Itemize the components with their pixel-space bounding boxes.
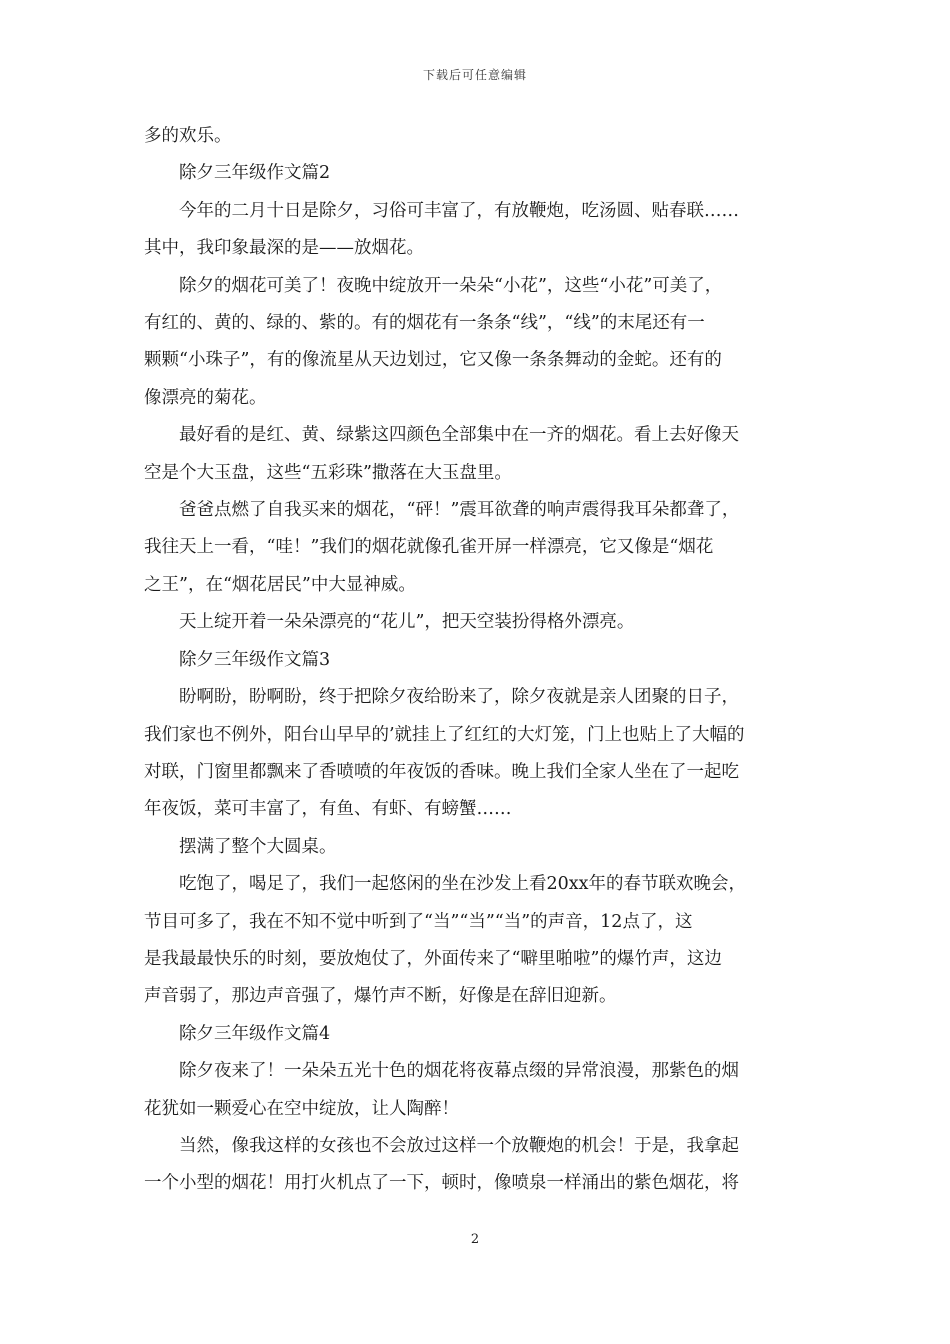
- text-line: 年夜饭，菜可丰富了，有鱼、有虾、有螃蟹……: [144, 799, 512, 820]
- text-line: 除夕的烟花可美了！夜晚中绽放开一朵朵“小花”，这些“小花”可美了，: [179, 275, 723, 296]
- text-line: 多的欢乐。: [144, 126, 232, 146]
- text-line: 爸爸点燃了自我买来的烟花，“砰！”震耳欲聋的响声震得我耳朵都聋了，: [179, 500, 740, 521]
- text-line: 除夕夜来了！一朵朵五光十色的烟花将夜幕点缀的异常浪漫，那紫色的烟: [179, 1061, 739, 1082]
- text-line: 最好看的是红、黄、绿紫这四颜色全部集中在一齐的烟花。看上去好像天: [179, 425, 739, 446]
- text-line: 有红的、黄的、绿的、紫的。有的烟花有一条条“线”，“线”的末尾还有一: [144, 313, 705, 334]
- document-body: [144, 118, 820, 1203]
- text-line: 一个小型的烟花！用打火机点了一下，顿时，像喷泉一样涌出的紫色烟花，将: [144, 1173, 739, 1194]
- text-line: 之王”，在“烟花居民”中大显神威。: [144, 574, 416, 595]
- text-line: 当然，像我这样的女孩也不会放过这样一个放鞭炮的机会！于是，我拿起: [179, 1135, 739, 1156]
- text-line: 我往天上一看，“哇！”我们的烟花就像孔雀开屏一样漂亮，它又像是“烟花: [144, 537, 714, 558]
- text-line: 除夕三年级作文篇2: [179, 163, 331, 184]
- text-line: 声音弱了，那边声音强了，爆竹声不断，好像是在辞旧迎新。: [144, 986, 617, 1007]
- text-line: 对联，门窗里都飘来了香喷喷的年夜饭的香味。晚上我们全家人坐在了一起吃: [144, 761, 739, 782]
- text-line: 今年的二月十日是除夕，习俗可丰富了，有放鞭炮，吃汤圆、贴春联……: [179, 200, 739, 221]
- text-line: 天上绽开着一朵朵漂亮的“花儿”，把天空装扮得格外漂亮。: [179, 612, 635, 633]
- text-line: 除夕三年级作文篇4: [179, 1023, 331, 1044]
- page-header: 下载后可任意编辑: [422, 68, 527, 82]
- paragraph: [144, 492, 820, 604]
- text-line: 空是个大玉盘，这些“五彩珠”撒落在大玉盘里。: [144, 462, 512, 483]
- paragraph: [144, 193, 820, 268]
- paragraph: [144, 866, 820, 1016]
- text-line: 颗颗“小珠子”，有的像流星从天边划过，它又像一条条舞动的金蛇。还有的: [144, 350, 722, 371]
- paragraph: [144, 1053, 820, 1128]
- text-line: 吃饱了，喝足了，我们一起悠闲的坐在沙发上看20xx年的春节联欢晚会，: [179, 874, 747, 895]
- text-line: 节目可多了，我在不知不觉中听到了“当”“当”“当”的声音，12点了，这: [144, 911, 693, 932]
- paragraph: [144, 679, 820, 829]
- text-line: 其中，我印象最深的是——放烟花。: [144, 238, 424, 259]
- text-line: 盼啊盼，盼啊盼，终于把除夕夜给盼来了，除夕夜就是亲人团聚的日子，: [179, 687, 739, 708]
- text-line: 是我最最快乐的时刻，要放炮仗了，外面传来了“噼里啪啦”的爆竹声，这边: [144, 948, 722, 969]
- text-line: 像漂亮的菊花。: [144, 387, 267, 408]
- paragraph: [144, 604, 820, 641]
- paragraph: [144, 268, 820, 418]
- paragraph: [144, 155, 820, 192]
- text-line: 摆满了整个大圆桌。: [179, 836, 337, 857]
- paragraph: [144, 642, 820, 679]
- page-number: 2: [470, 1232, 480, 1247]
- text-line: 花犹如一颗爱心在空中绽放，让人陶醉！: [144, 1098, 459, 1119]
- text-line: 我们家也不例外，阳台山早早的’就挂上了红红的大灯笼，门上也贴上了大幅的: [144, 724, 745, 745]
- paragraph: [144, 829, 820, 866]
- paragraph: [144, 417, 820, 492]
- text-line: 除夕三年级作文篇3: [179, 649, 331, 670]
- paragraph: [144, 118, 820, 155]
- paragraph: [144, 1128, 820, 1203]
- paragraph: [144, 1016, 820, 1053]
